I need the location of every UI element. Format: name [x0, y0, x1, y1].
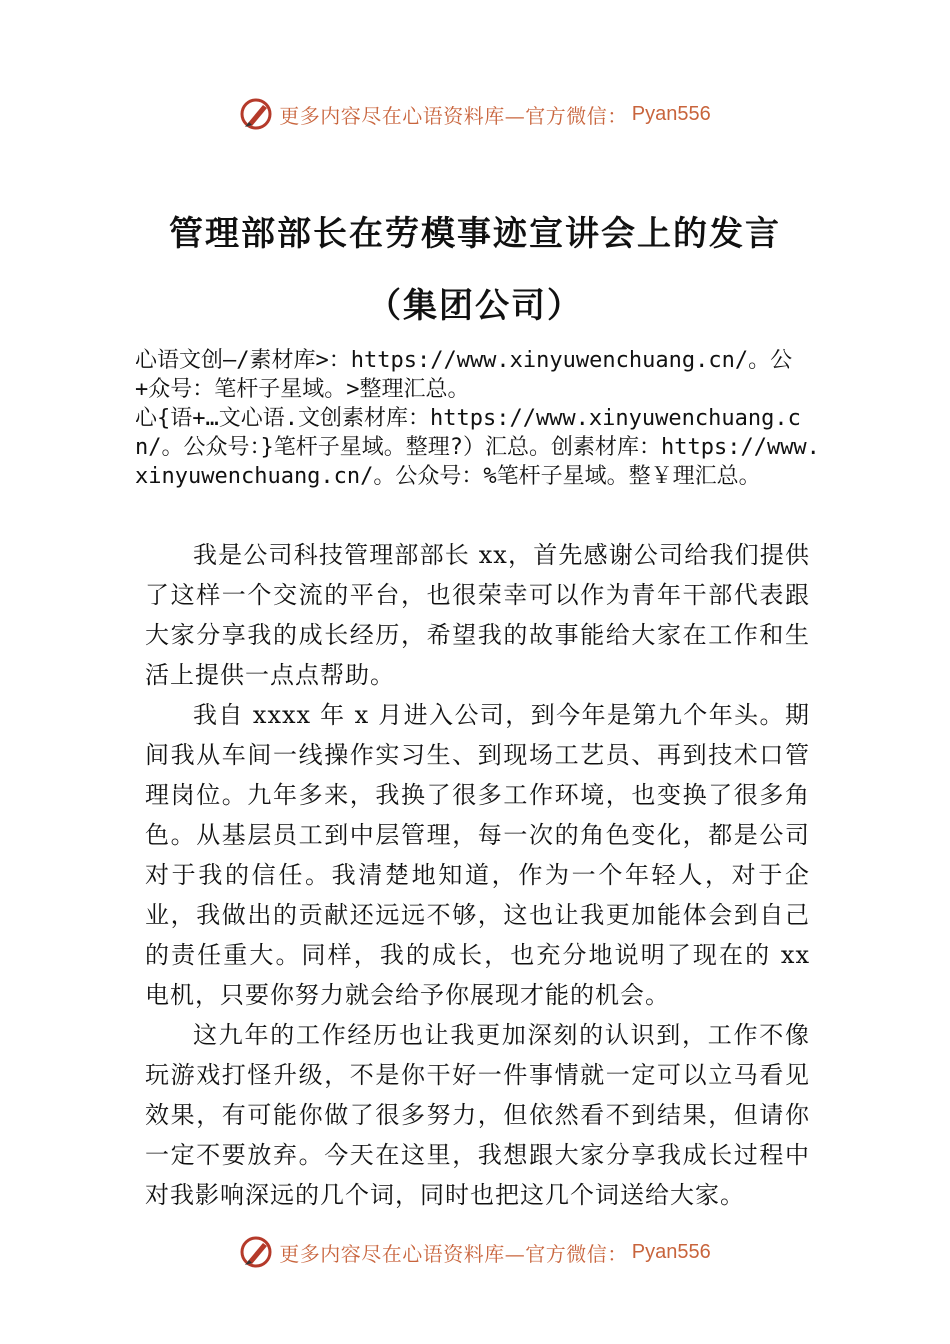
- watermark-line: 心语文创—/素材库>：https://www.xinyuwenchuang.cn/。公+众号：笔杆子星域。>整理汇总。: [135, 348, 793, 402]
- body-paragraph: 我是公司科技管理部部长 xx，首先感谢公司给我们提供了这样一个交流的平台，也很荣幸可以作为青年干部代表跟大家分享我的成长经历，希望我的故事能给大家在工作和生活上提供一点点帮助。: [145, 541, 810, 689]
- document-subtitle: （集团公司）: [367, 286, 583, 326]
- footer-banner: [0, 1232, 950, 1272]
- header-banner: [0, 94, 950, 134]
- watermark-text-block: [135, 346, 825, 491]
- footer-banner-handle: Pyan556: [631, 1240, 711, 1263]
- document-body: [145, 535, 810, 1215]
- footer-banner-text: 更多内容尽在心语资料库—官方微信：: [279, 1241, 628, 1266]
- pen-logo-icon: [239, 97, 273, 131]
- pen-logo-icon: [239, 1235, 273, 1269]
- watermark-line: 心{语+…文心语.文创素材库：https://www.xinyuwenchuang.cn/。公众号：}笔杆子星域。整理?）汇总。创素材库：https://www.xinyuwenchuang.cn/。公众号：%笔杆子星域。整￥理汇总。: [135, 406, 820, 489]
- body-paragraph: 我自 xxxx 年 x 月进入公司，到今年是第九个年头。期间我从车间一线操作实习生、到现场工艺员、再到技术口管理岗位。九年多来，我换了很多工作环境，也变换了很多角色。从基层员工到中层管理，每一次的角色变化，都是公司对于我的信任。我清楚地知道，作为一个年轻人，对于企业，我做出的贡献还远远不够，这也让我更加能体会到自己的责任重大。同样，我的成长，也充分地说明了现在的 xx 电机，只要你努力就会给予你展现才能的机会。: [145, 701, 810, 1009]
- document-title: 管理部部长在劳模事迹宣讲会上的发言: [169, 214, 781, 254]
- body-paragraph: 这九年的工作经历也让我更加深刻的认识到，工作不像玩游戏打怪升级，不是你干好一件事情就一定可以立马看见效果，有可能你做了很多努力，但依然看不到结果，但请你一定不要放弃。今天在这里，我想跟大家分享我成长过程中对我影响深远的几个词，同时也把这几个词送给大家。: [145, 1021, 810, 1209]
- header-banner-handle: Pyan556: [631, 102, 711, 125]
- header-banner-text: 更多内容尽在心语资料库—官方微信：: [279, 103, 628, 128]
